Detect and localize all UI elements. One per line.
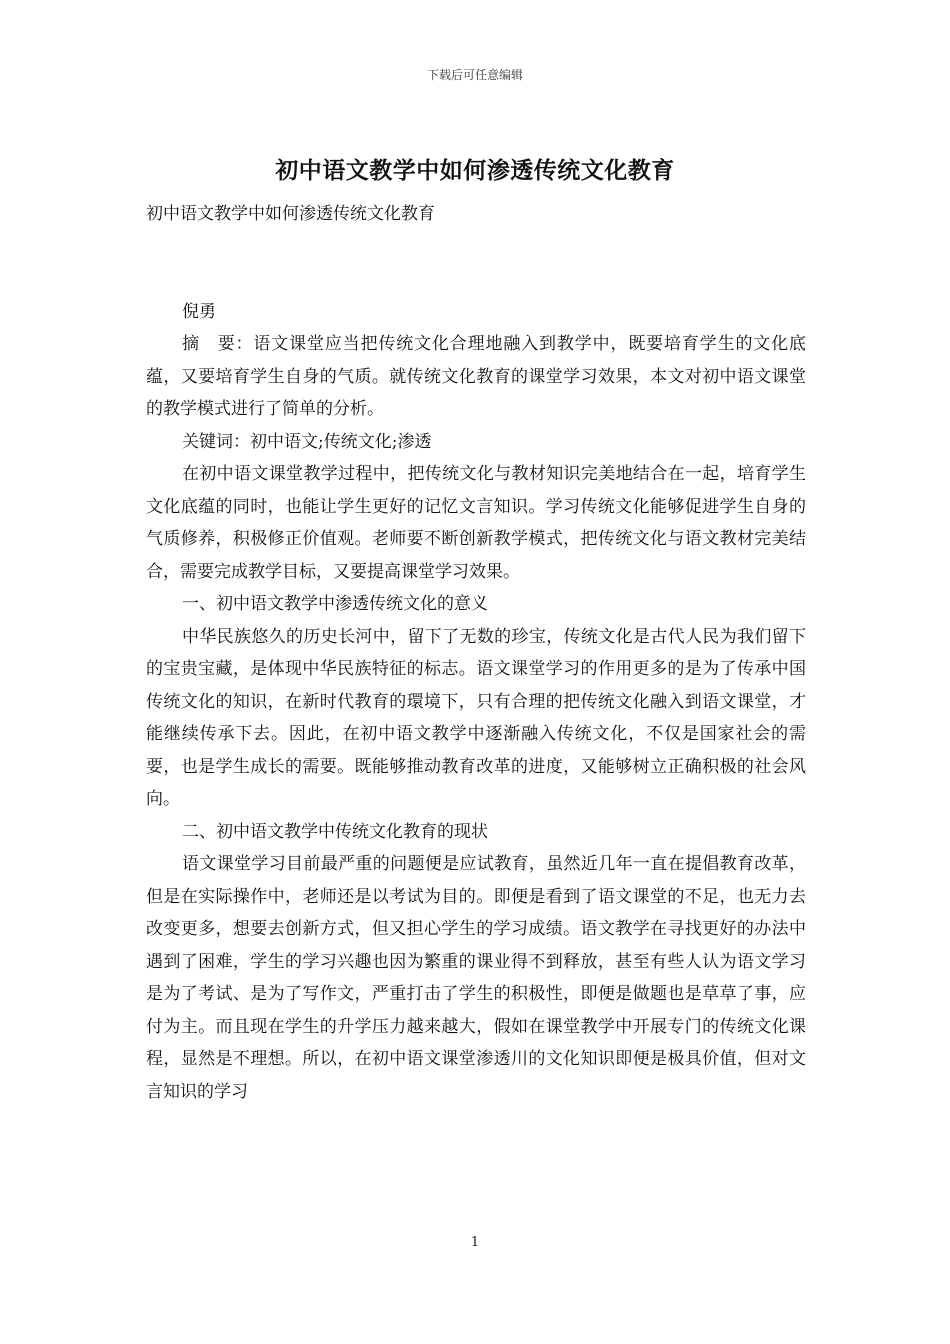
body-paragraph: 在初中语文课堂教学过程中，把传统文化与教材知识完美地结合在一起，培育学生文化底蕴的同时，也能让学生更好的记忆文言知识。学习传统文化能够促进学生自身的气质修养，积极修正价值观。老师要不断创新教学模式，把传统文化与语文教材完美结合，需要完成教学目标，又要提高课堂学习效果。 <box>146 464 806 582</box>
section-heading: 二、初中语文教学中传统文化教育的现状 <box>182 821 488 842</box>
document-title: 初中语文教学中如何渗透传统文化教育 <box>275 157 675 184</box>
document-body <box>146 198 806 1108</box>
page-header-note: 下载后可任意编辑 <box>426 68 523 82</box>
page-number: 1 <box>470 1235 480 1250</box>
keywords-line: 关键词：初中语文;传统文化;渗透 <box>182 431 432 452</box>
body-paragraph: 中华民族悠久的历史长河中，留下了无数的珍宝，传统文化是古代人民为我们留下的宝贵宝藏，是体现中华民族特征的标志。语文课堂学习的作用更多的是为了传承中国传统文化的知识，在新时代教育的環境下，只有合理的把传统文化融入到语文课堂，才能继续传承下去。因此，在初中语文教学中逐渐融入传统文化，不仅是国家社会的需要，也是学生成长的需要。既能够推动教育改革的进度，又能够树立正确积极的社会风向。 <box>146 626 806 809</box>
abstract-paragraph: 摘 要：语文课堂应当把传统文化合理地融入到教学中，既要培育学生的文化底蕴，又要培育学生自身的气质。就传统文化教育的课堂学习效果，本文对初中语文课堂的教学模式进行了简单的分析。 <box>146 334 806 419</box>
section-heading: 一、初中语文教学中渗透传统文化的意义 <box>182 594 488 614</box>
document-subtitle: 初中语文教学中如何渗透传统文化教育 <box>146 204 435 224</box>
spacer <box>146 231 806 296</box>
author-line: 倪勇 <box>182 301 216 322</box>
body-paragraph: 语文课堂学习目前最严重的问题便是应试教育，虽然近几年一直在提倡教育改革，但是在实际操作中，老师还是以考试为目的。即便是看到了语文课堂的不足，也无力去改变更多，想要去创新方式，但又担心学生的学习成绩。语文教学在寻找更好的办法中遇到了困难，学生的学习兴趣也因为繁重的课业得不到释放，甚至有些人认为语文学习是为了考试、是为了写作文，严重打击了学生的积极性，即便是做题也是草草了事，应付为主。而且现在学生的升学压力越来越大，假如在课堂教学中开展专门的传统文化课程，显然是不理想。所以，在初中语文课堂渗透川的文化知识即便是极具价值，但对文言知识的学习 <box>146 854 806 1102</box>
